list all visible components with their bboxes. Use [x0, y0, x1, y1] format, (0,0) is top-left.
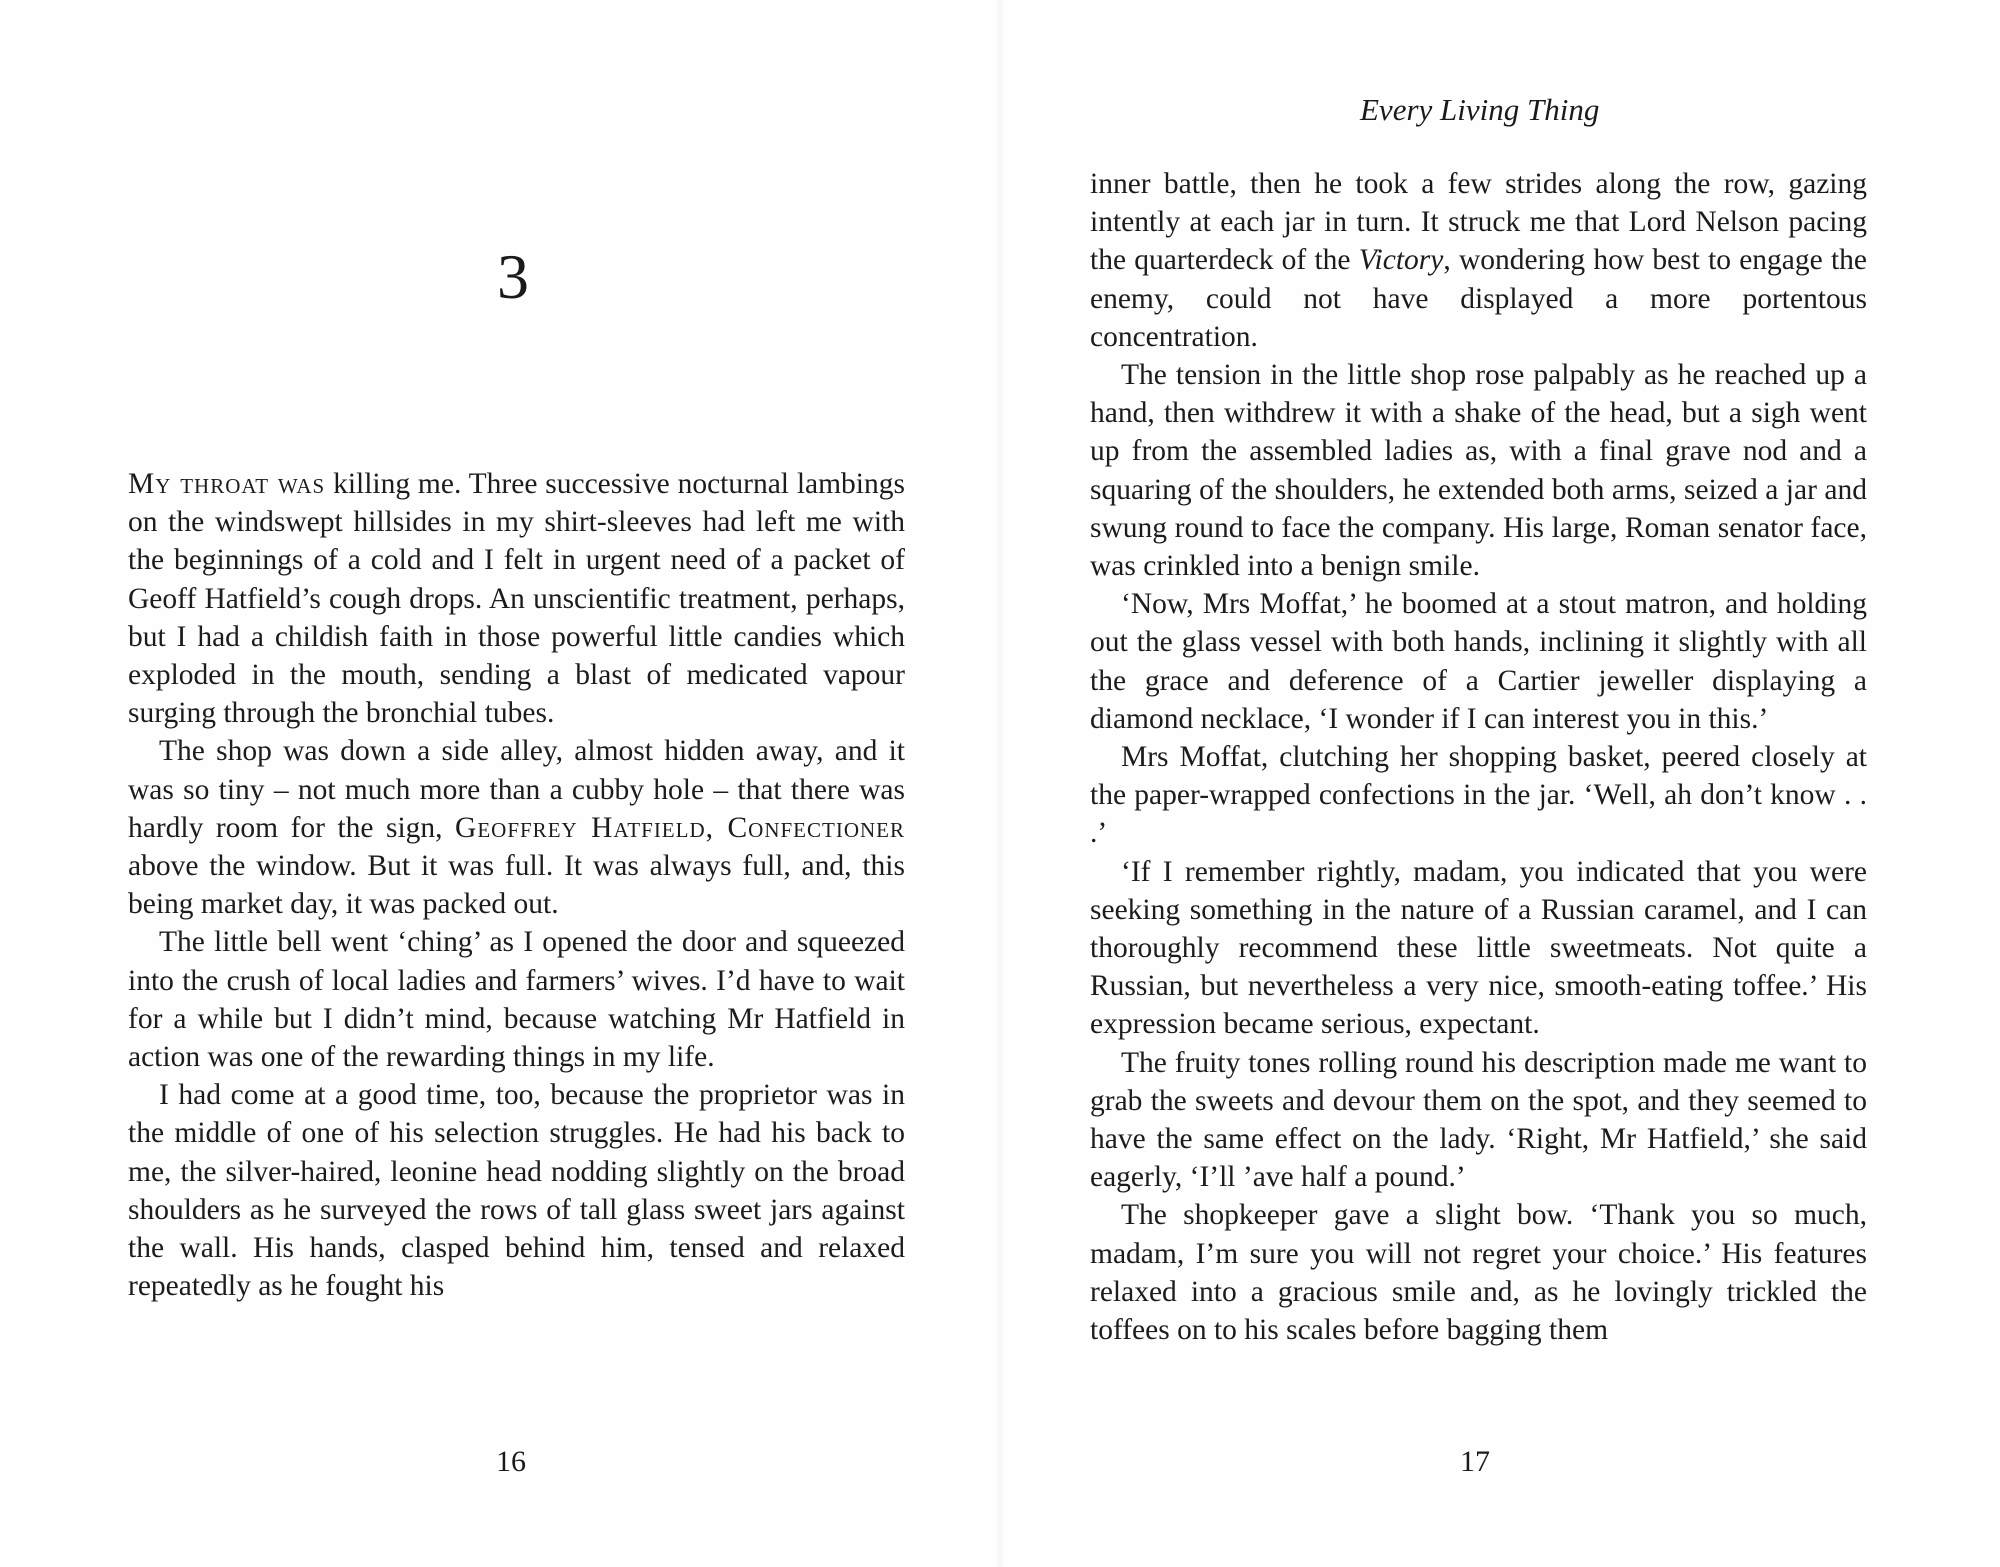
page-number-left: 16: [496, 1445, 526, 1478]
paragraph: ‘Now, Mrs Moffat,’ he boomed at a stout matron, and holding out the glass vessel with both hands, inclining it slightly with all the grace and deference of a Cartier jeweller displaying a diamond necklace, ‘I wonder if I can interest you in this.’: [1090, 588, 1867, 735]
paragraph: ‘If I remember rightly, madam, you indicated that you were seeking something in the nature of a Russian caramel, and I can thoroughly recommend these little sweetmeats. Not quite a Russian, but nevertheless a very nice, smooth-eating toffee.’ His expression became serious, expectant.: [1090, 855, 1867, 1041]
paragraph: The tension in the little shop rose palpably as he reached up a hand, then withdrew it with a shake of the head, but a sigh went up from the assembled ladies as, with a final grave nod and a squaring of the shoulders, he extended both arms, seized a jar and swung round to face the company. His large, Roman senator face, was crinkled into a benign smile.: [1090, 359, 1867, 583]
continuation-paragraph: [1090, 165, 1867, 356]
continuation-text: inner battle, then he took a few strides along the row, gazing intently at each jar in turn. It struck me that Lord Nelson pacing the quarterdeck of the: [1090, 168, 1867, 277]
paragraph: Mrs Moffat, clutching her shopping basket, peered closely at the paper-wrapped confections in the jar. ‘Well, ah don’t know . . .’: [1090, 741, 1867, 850]
paragraph: I had come at a good time, too, because the proprietor was in the middle of one of his selection struggles. He had his back to me, the silver-haired, leonine head nodding slightly on the broad shoulders as he surveyed the rows of tall glass sweet jars against the wall. His hands, clasped behind him, tensed and relaxed repeatedly as he fought his: [128, 1079, 905, 1303]
shop-paragraph-text: The shop was down a side alley, almost hidden away, and it was so tiny – not much more than a cubby hole – that there was hardly room for the sign,: [128, 735, 905, 844]
opening-smallcaps: My throat was: [128, 468, 326, 500]
shop-paragraph-text-end: above the window. But it was full. It was always full, and, this being market day, it was packed out.: [128, 850, 905, 921]
chapter-number: 3: [497, 241, 529, 312]
continuation-text-end: , wondering how best to engage the enemy, could not have displayed a more portentous concentration.: [1090, 244, 1867, 353]
page-number-right: 17: [1460, 1445, 1490, 1478]
shop-sign: Geoffrey Hatfield, Confectioner: [455, 811, 905, 844]
shop-paragraph: [128, 732, 905, 923]
paragraph: The little bell went ‘ching’ as I opened the door and squeezed into the crush of local ladies and farmers’ wives. I’d have to wait for a while but I didn’t mind, because watching Mr Hatfield in action was one of the rewarding things in my life.: [128, 926, 905, 1074]
paragraph: The fruity tones rolling round his description made me want to grab the sweets and devour them on the spot, and they seemed to have the same effect on the lady. ‘Right, Mr Hatfield,’ she said eagerly, ‘I’ll ’ave half a pound.’: [1090, 1046, 1867, 1194]
running-head: Every Living Thing: [1360, 92, 1600, 127]
left-page-text: [128, 465, 905, 1305]
ship-name: Victory: [1358, 244, 1444, 277]
opening-paragraph: [128, 465, 905, 732]
paragraph: The shopkeeper gave a slight bow. ‘Thank you so much, madam, I’m sure you will not regret your choice.’ His features relaxed into a gracious smile and, as he lovingly trickled the toffees on to his scales before bagging them: [1090, 1199, 1867, 1347]
right-page-text: [1090, 165, 1867, 1349]
opening-text: killing me. Three successive nocturnal lambings on the windswept hillsides in my shirt-sleeves had left me with the beginnings of a cold and I felt in urgent need of a packet of Geoff Hatfield’s cough drops. An unscientific treatment, perhaps, but I had a childish faith in those powerful little candies which exploded in the mouth, sending a blast of medicated vapour surging through the bronchial tubes.: [128, 468, 905, 730]
